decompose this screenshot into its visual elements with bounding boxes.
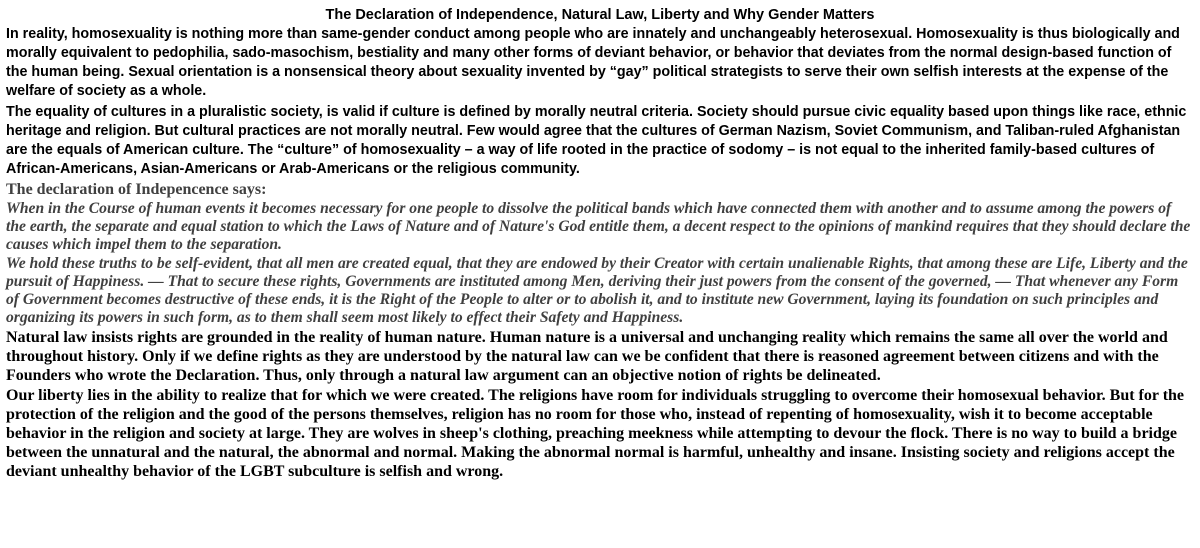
paragraph-homosexuality: In reality, homosexuality is nothing more than same-gender conduct among people who are innately and unchangeably heterosexual. Homosexuality is thus biologically and morally equivalent to pedophilia, sado-masochism, bestiality and many other forms of deviant behavior, or behavior that deviates from the normal design-based function of the human being. Sexual orientation is a nonsensical theory about sexuality invented by “gay” political strategists to serve their own selfish interests at the expense of the welfare of society as a whole. bbox=[6, 26, 1180, 99]
paragraph-our-liberty: Our liberty lies in the ability to realize that for which we were created. The religions have room for individuals struggling to overcome their homosexual behavior. But for the protection of the religion and the good of the persons themselves, religion has no room for those who, instead of repenting of homosexuality, wish it to become acceptable behavior in the religion and society at large. They are wolves in sheep's clothing, preaching meekness while attempting to devour the flock. There is no way to build a bridge between the unnatural and the natural, the abnormal and normal. Making the abnormal normal is harmful, unhealthy and insane. Insisting society and religions accept the deviant unhealthy behavior of the LGBT subculture is selfish and wrong. bbox=[6, 387, 1185, 480]
quote-heading: The declaration of Indepencence says: bbox=[6, 181, 267, 198]
document-page bbox=[6, 6, 1194, 482]
paragraph-equality-of-cultures: The equality of cultures in a pluralistic society, is valid if culture is defined by morally neutral criteria. Society should pursue civic equality based upon things like race, ethnic heritage and religion. But cultural practices are not morally neutral. Few would agree that the cultures of German Nazism, Soviet Communism, and Taliban-ruled Afghanistan are the equals of American culture. The “culture” of homosexuality – a way of life rooted in the practice of sodomy – is not equal to the inherited family-based cultures of African-Americans, Asian-Americans or Arab-Americans or the religious community. bbox=[6, 104, 1187, 177]
quote-course-of-human-events: When in the Course of human events it becomes necessary for one people to dissolve the political bands which have connected them with another and to assume among the powers of the earth, the separate and equal station to which the Laws of Nature and of Nature's God entitle them, a decent respect to the opinions of mankind requires that they should declare the causes which impel them to the separation. bbox=[6, 200, 1191, 253]
document-title: The Declaration of Independence, Natural Law, Liberty and Why Gender Matters bbox=[325, 7, 875, 23]
quote-self-evident-truths: We hold these truths to be self-evident, that all men are created equal, that they are endowed by their Creator with certain unalienable Rights, that among these are Life, Liberty and the pursuit of Happiness. — That to secure these rights, Governments are instituted among Men, deriving their just powers from the consent of the governed, — That whenever any Form of Government becomes destructive of these ends, it is the Right of the People to alter or to abolish it, and to institute new Government, laying its foundation on such principles and organizing its powers in such form, as to them shall seem most likely to effect their Safety and Happiness. bbox=[6, 255, 1188, 326]
paragraph-natural-law: Natural law insists rights are grounded in the reality of human nature. Human nature is a universal and unchanging reality which remains the same all over the world and throughout history. Only if we define rights as they are understood by the natural law can we be confident that there is reasoned agreement between citizens and with the Founders who wrote the Declaration. Thus, only through a natural law argument can an objective notion of rights be delineated. bbox=[6, 329, 1168, 384]
